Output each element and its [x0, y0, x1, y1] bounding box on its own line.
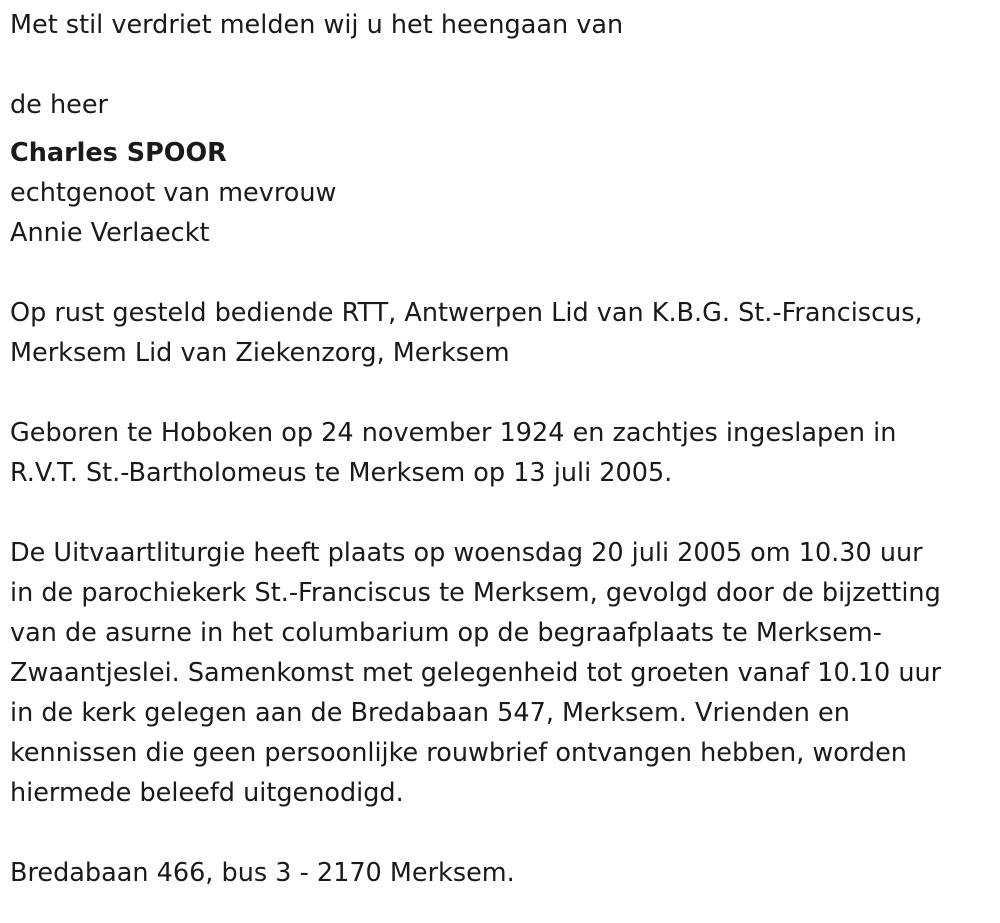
funeral-line: in de kerk gelegen aan de Bredabaan 547, Merksem. Vrienden en [10, 698, 850, 728]
funeral-paragraph [10, 533, 995, 813]
spacer [10, 813, 995, 853]
birth-death-line: R.V.T. St.-Bartholomeus te Merksem op 13 juli 2005. [10, 458, 673, 488]
address-text: Bredabaan 466, bus 3 - 2170 Merksem. [10, 858, 515, 888]
birth-death-line: Geboren te Hoboken op 24 november 1924 en zachtjes ingeslapen in [10, 418, 897, 448]
funeral-line: Zwaantjeslei. Samenkomst met gelegenheid tot groeten vanaf 10.10 uur [10, 658, 942, 688]
birth-death-paragraph [10, 413, 995, 493]
funeral-line: kennissen die geen persoonlijke rouwbrief ontvangen hebben, worden [10, 738, 907, 768]
background-paragraph [10, 293, 995, 373]
honorific: de heer [10, 90, 109, 120]
spacer [10, 45, 995, 85]
funeral-line: hiermede beleefd uitgenodigd. [10, 778, 404, 808]
funeral-line: in de parochiekerk St.-Franciscus te Merksem, gevolgd door de bijzetting [10, 578, 941, 608]
spacer [10, 493, 995, 533]
background-line: Merksem Lid van Ziekenzorg, Merksem [10, 338, 510, 368]
death-notice [10, 0, 995, 893]
funeral-line: van de asurne in het columbarium op de begraafplaats te Merksem- [10, 618, 882, 648]
funeral-line: De Uitvaartliturgie heeft plaats op woensdag 20 juli 2005 om 10.30 uur [10, 538, 923, 568]
spacer [10, 373, 995, 413]
intro-text: Met stil verdriet melden wij u het heengaan van [10, 10, 624, 40]
background-line: Op rust gesteld bediende RTT, Antwerpen Lid van K.B.G. St.-Franciscus, [10, 298, 923, 328]
spouse-name: Annie Verlaeckt [10, 218, 210, 248]
relation-text: echtgenoot van mevrouw [10, 178, 337, 208]
spacer [10, 253, 995, 293]
deceased-name: Charles SPOOR [10, 138, 227, 168]
